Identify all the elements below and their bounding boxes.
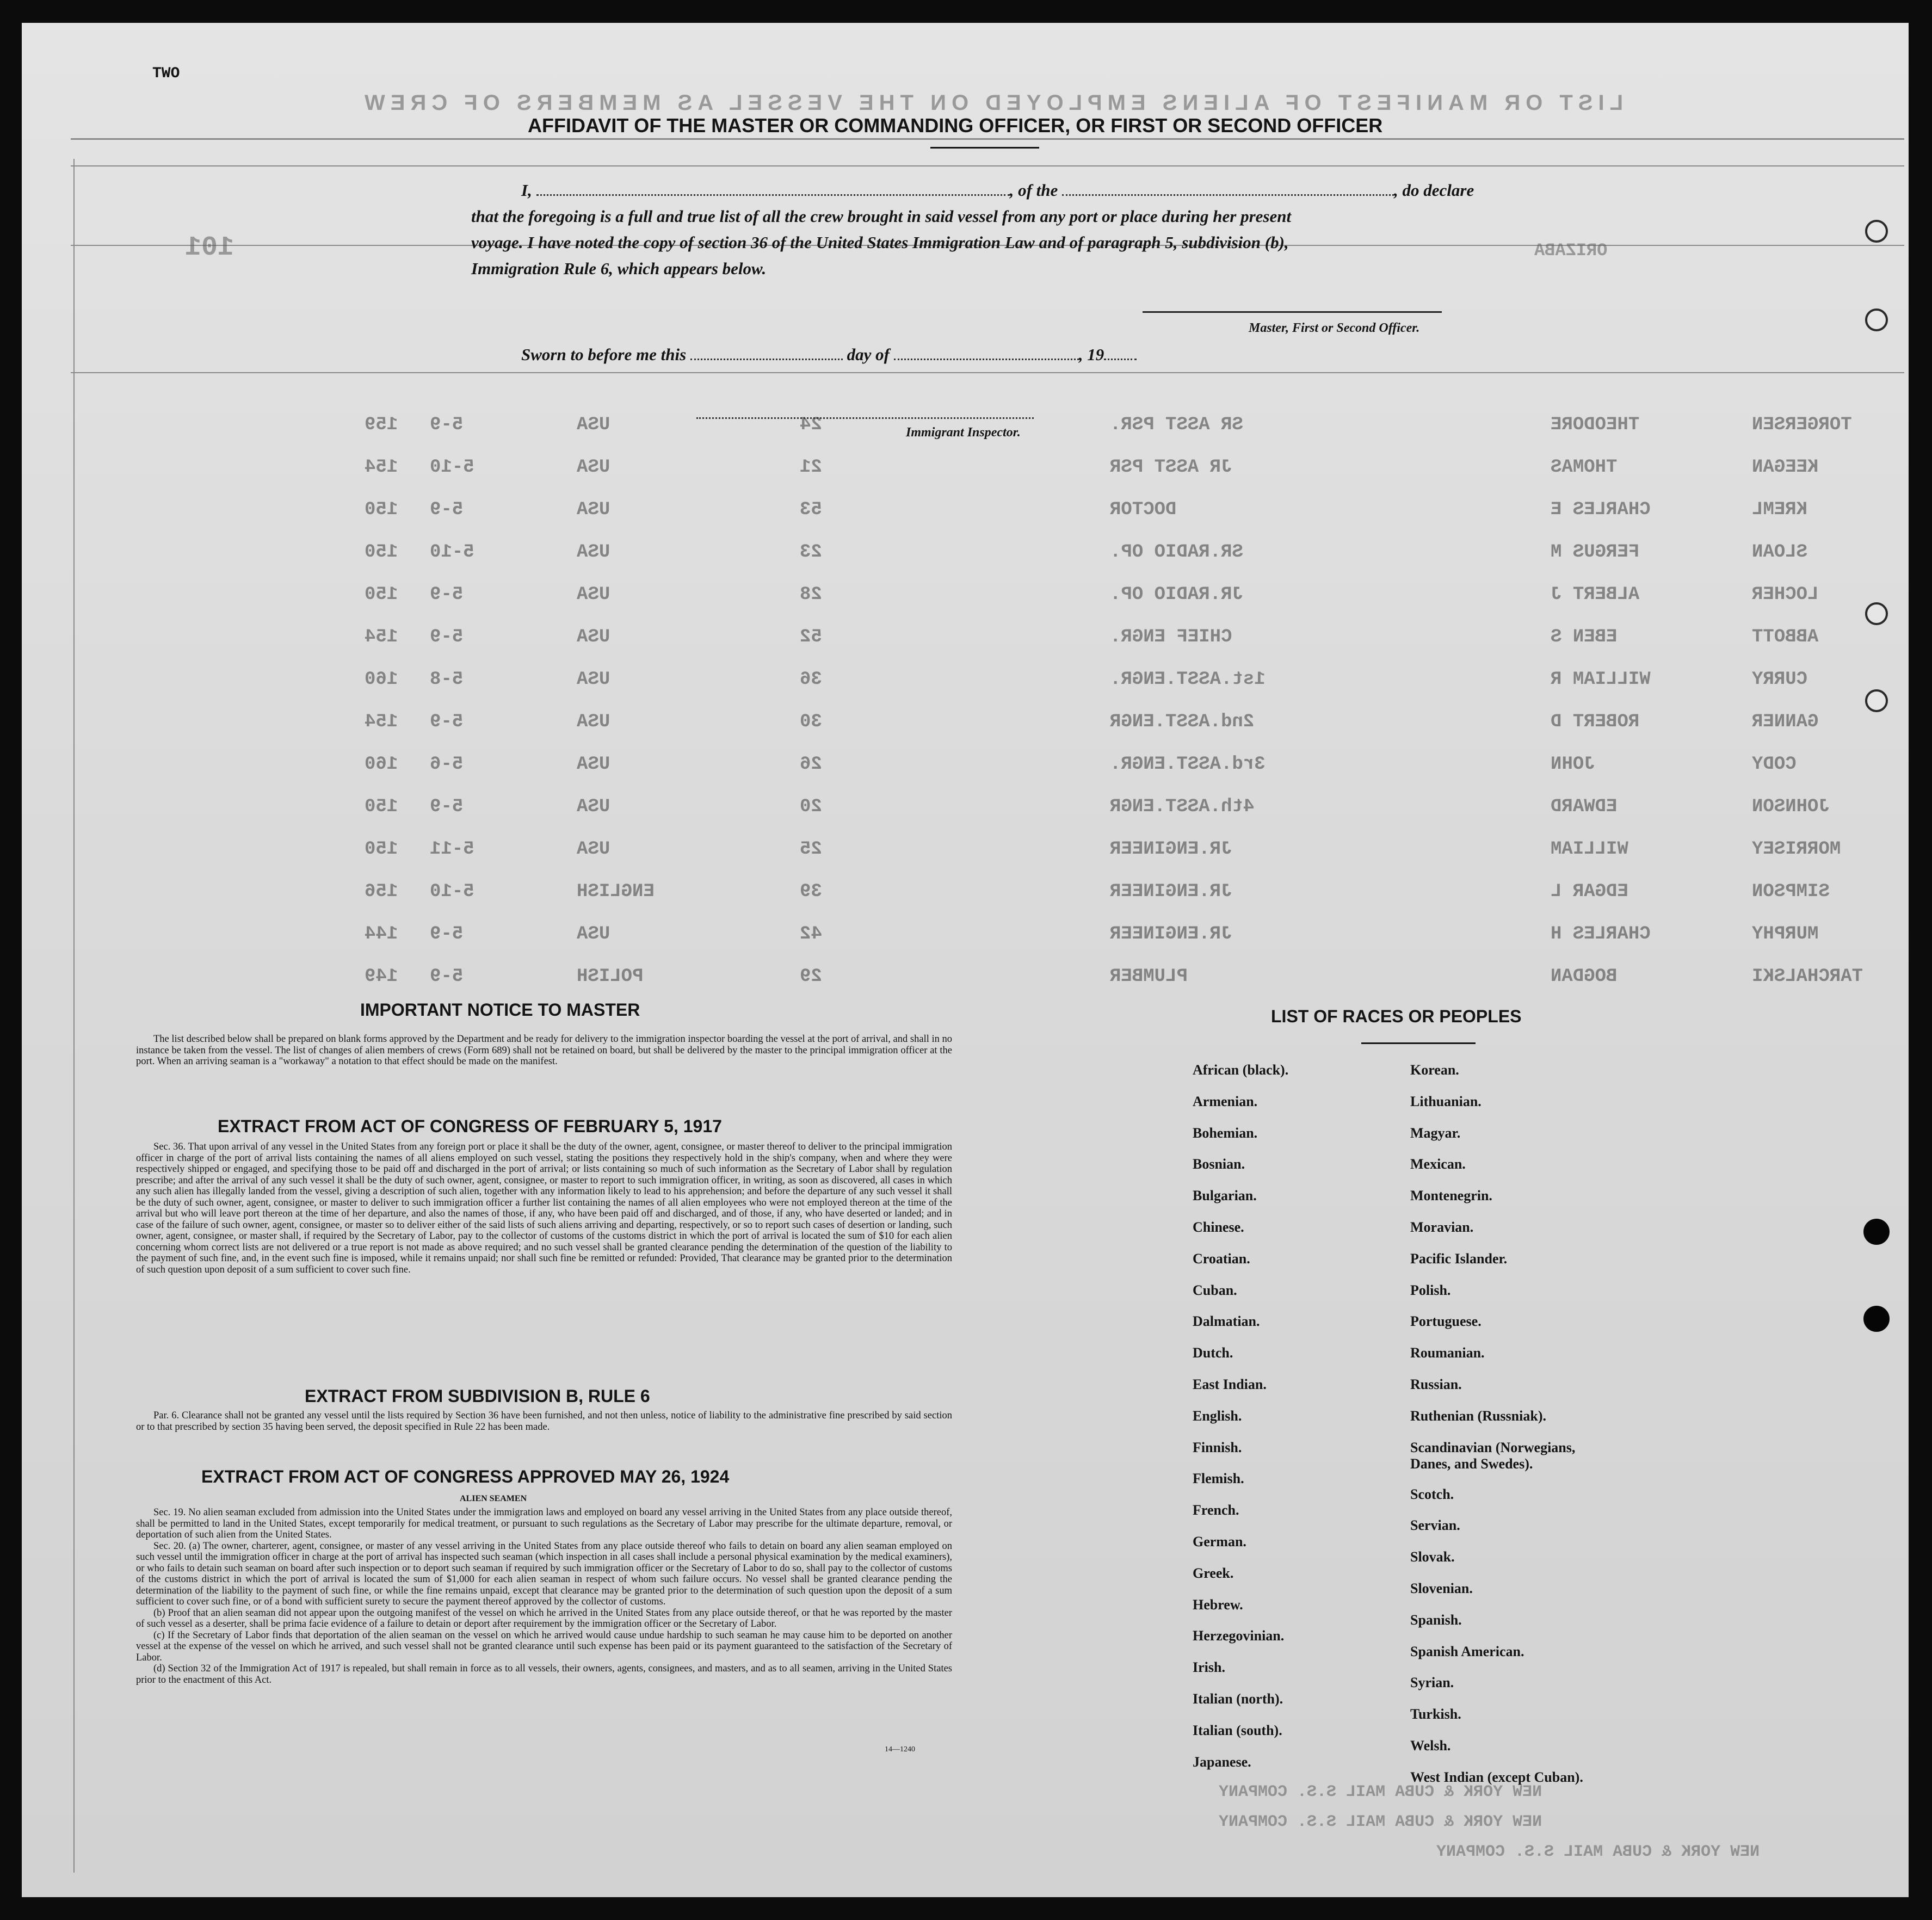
bleedthrough-crew-cell: 150 xyxy=(365,797,398,817)
binder-hole xyxy=(1865,602,1888,625)
bleedthrough-crew-cell: 154 xyxy=(365,627,398,647)
binder-hole xyxy=(1863,1306,1890,1332)
bleedthrough-crew-cell: 149 xyxy=(365,966,398,987)
bleedthrough-crew-cell: EDWARD xyxy=(1551,797,1618,817)
bleedthrough-crew-cell: 1st.ASST.ENGR. xyxy=(1110,669,1266,690)
bleedthrough-crew-cell: ENGLISH xyxy=(577,881,655,902)
bleedthrough-crew-row xyxy=(174,924,1861,951)
ruled-line xyxy=(71,138,1904,140)
bleedthrough-crew-cell: KREML xyxy=(1752,499,1808,520)
bleedthrough-crew-cell: 150 xyxy=(365,542,398,563)
sec-20b-paragraph: (b) Proof that an alien seaman did not appear upon the outgoing manifest of the vessel on which he arrived in the United States from any place outside thereof, or that he was reported by the master of such vessel as a deserter, shall be prima facie evidence of a failure to detain or deport after requirement by the immigration officer or the Secretary of Labor. xyxy=(136,1607,952,1629)
bleedthrough-crew-cell: 5-9 xyxy=(430,584,464,605)
race-entry: Korean. xyxy=(1410,1062,1459,1078)
race-entry: Japanese. xyxy=(1193,1754,1251,1770)
bleedthrough-crew-row xyxy=(174,669,1861,696)
race-entry: Polish. xyxy=(1410,1282,1451,1298)
bleedthrough-crew-row xyxy=(174,457,1861,484)
bleedthrough-crew-row xyxy=(174,839,1861,866)
bleedthrough-crew-cell: 160 xyxy=(365,754,398,775)
bleedthrough-crew-cell: 23 xyxy=(800,542,822,563)
bleedthrough-crew-row xyxy=(174,499,1861,527)
bleedthrough-crew-cell: USA xyxy=(577,797,610,817)
bleedthrough-crew-cell: DOCTOR xyxy=(1110,499,1177,520)
race-entry: French. xyxy=(1193,1502,1239,1518)
bleedthrough-crew-cell: 5-6 xyxy=(430,754,464,775)
bleedthrough-crew-cell: 20 xyxy=(800,797,822,817)
bleedthrough-crew-cell: 5-10 xyxy=(430,542,474,563)
race-entry: Montenegrin. xyxy=(1410,1188,1492,1204)
bleedthrough-crew-cell: MORRISEY xyxy=(1752,839,1841,860)
races-left-column xyxy=(1193,1062,1288,1785)
bleedthrough-crew-cell: 156 xyxy=(365,881,398,902)
bleedthrough-crew-cell: JR ASST PSR xyxy=(1110,457,1232,478)
sworn-day-blank[interactable] xyxy=(690,359,843,360)
bleedthrough-crew-cell: USA xyxy=(577,457,610,478)
inspector-label: Immigrant Inspector. xyxy=(906,425,1021,440)
race-entry: Flemish. xyxy=(1193,1471,1244,1487)
race-entry: East Indian. xyxy=(1193,1376,1267,1392)
bleedthrough-crew-cell: 160 xyxy=(365,669,398,690)
bleedthrough-crew-cell: USA xyxy=(577,584,610,605)
race-entry: English. xyxy=(1193,1407,1242,1424)
race-entry: Dutch. xyxy=(1193,1345,1233,1361)
bleedthrough-crew-row xyxy=(174,542,1861,569)
bleedthrough-crew-cell: 5-11 xyxy=(430,839,474,860)
affidavit-line-4: Immigration Rule 6, which appears below. xyxy=(471,259,767,278)
race-entry: Pacific Islander. xyxy=(1410,1250,1508,1267)
title-underline xyxy=(930,147,1039,149)
bleedthrough-crew-cell: 150 xyxy=(365,839,398,860)
races-title-underline xyxy=(1361,1042,1476,1044)
race-entry: Welsh. xyxy=(1410,1737,1451,1754)
bleedthrough-crew-cell: 5-9 xyxy=(430,797,464,817)
rule6-paragraph: Par. 6. Clearance shall not be granted any vessel until the lists required by Section 36 have been furnished, and not then unless, notice of liability to the administrative fine prescribed by said section or to that prescribed by section 35 having been served, the deposit specified in Rule 22 has been made. xyxy=(136,1410,952,1433)
binder-hole xyxy=(1865,220,1888,243)
bleedthrough-crew-cell: USA xyxy=(577,542,610,563)
manifest-page xyxy=(22,23,1909,1897)
extract-1917-title: EXTRACT FROM ACT OF CONGRESS OF FEBRUARY 5, 1917 xyxy=(218,1116,722,1136)
bleedthrough-crew-cell: SR.RADIO OP. xyxy=(1110,542,1243,563)
race-entry: African (black). xyxy=(1193,1062,1289,1078)
affidavit-of-the: , of the xyxy=(1009,181,1058,200)
binder-hole xyxy=(1865,308,1888,331)
race-entry: Scandinavian (Norwegians, xyxy=(1410,1439,1576,1455)
bleedthrough-crew-cell: 150 xyxy=(365,584,398,605)
sec-20d-paragraph: (d) Section 32 of the Immigration Act of 1917 is repealed, but shall remain in force as to all vessels, their owners, agents, consignees, and masters, and as to all seamen, arriving in the United States prior to the enactment of this Act. xyxy=(136,1663,952,1686)
bleedthrough-crew-cell: 5-10 xyxy=(430,457,474,478)
bleedthrough-crew-cell: 53 xyxy=(800,499,822,520)
bleedthrough-crew-cell: 3rd.ASST.ENGR. xyxy=(1110,754,1266,775)
vessel-blank[interactable] xyxy=(1062,194,1394,196)
race-entry: Turkish. xyxy=(1410,1706,1461,1723)
bleedthrough-crew-cell: SIMPSON xyxy=(1752,881,1830,902)
bleedthrough-crew-cell: TARCHALSKI xyxy=(1752,966,1863,987)
races-right-column xyxy=(1410,1062,1583,1801)
bleedthrough-title: LIST OR MANIFEST OF ALIENS EMPLOYED ON THE VESSEL AS MEMBERS OF CREW xyxy=(359,91,1624,115)
bleedthrough-crew-cell: JR.RADIO OP. xyxy=(1110,584,1243,605)
affidavit-line-3: voyage. I have noted the copy of section 36 of the United States Immigration Law and of paragraph 5, subdivision (b), xyxy=(471,233,1289,252)
race-entry: Hebrew. xyxy=(1193,1596,1243,1613)
bleedthrough-crew-cell: 26 xyxy=(800,754,822,775)
bleedthrough-crew-cell: THOMAS xyxy=(1551,457,1618,478)
race-entry: Chinese. xyxy=(1193,1219,1244,1235)
notice-paragraph: The list described below shall be prepared on blank forms approved by the Department and be ready for delivery to the immigration inspector boarding the vessel at the port of arrival, and shall in no instance be taken from the vessel. The list of changes of alien members of crews (Form 689) shall not be retained on board, but shall be delivered by the master to the principal immigration officer at the port. When an arriving seaman is a "workaway" a notation to that effect should be made on the manifest. xyxy=(136,1034,952,1067)
ruled-line xyxy=(71,372,1904,373)
sworn-year-blank[interactable] xyxy=(1104,359,1137,360)
affidavit-line-1 xyxy=(521,181,1474,200)
bleedthrough-crew-cell: CURRY xyxy=(1752,669,1808,690)
race-entry: Cuban. xyxy=(1193,1282,1237,1298)
bleedthrough-company: NEW YORK & CUBA MAIL S.S. COMPANY xyxy=(1436,1843,1760,1861)
bleedthrough-crew-cell: USA xyxy=(577,669,610,690)
race-entry: Syrian. xyxy=(1410,1675,1454,1691)
bleedthrough-crew-cell: JR.ENGINEER xyxy=(1110,839,1232,860)
race-entry: Herzegovinian. xyxy=(1193,1628,1285,1644)
ruled-line xyxy=(71,165,1904,166)
bleedthrough-company: NEW YORK & CUBA MAIL S.S. COMPANY xyxy=(1219,1783,1542,1801)
bleedthrough-crew-cell: 29 xyxy=(800,966,822,987)
binder-hole xyxy=(1863,1219,1890,1245)
sec-19-paragraph: Sec. 19. No alien seaman excluded from admission into the United States under the immigration laws and employed on board any vessel arriving in the United States from any place outside thereof, shall be permitted to land in the United States, except temporarily for medical treatment, or pursuant to such regulations as the Secretary of Labor may prescribe for the ultimate departure, removal, or deportation of such alien from the United States. xyxy=(136,1507,952,1540)
bleedthrough-crew-cell: CHIEF ENGR. xyxy=(1110,627,1232,647)
bleedthrough-crew-cell: ABBOTT xyxy=(1752,627,1819,647)
bleedthrough-crew-cell: 36 xyxy=(800,669,822,690)
bleedthrough-crew-cell: 5-9 xyxy=(430,712,464,732)
extract-1924-subtitle: ALIEN SEAMEN xyxy=(460,1494,527,1503)
bleedthrough-crew-cell: ROBERT D xyxy=(1551,712,1640,732)
race-entry: Servian. xyxy=(1410,1517,1460,1534)
race-entry: Ruthenian (Russniak). xyxy=(1410,1407,1546,1424)
bleedthrough-crew-cell: BOGDAN xyxy=(1551,966,1618,987)
form-number: 14—1240 xyxy=(885,1745,915,1754)
bleedthrough-crew-cell: CODY xyxy=(1752,754,1797,775)
race-entry: Armenian. xyxy=(1193,1093,1258,1109)
bleedthrough-crew-cell: USA xyxy=(577,712,610,732)
race-entry: Slovak. xyxy=(1410,1549,1455,1565)
master-label: Master, First or Second Officer. xyxy=(1249,321,1420,335)
race-entry: Croatian. xyxy=(1193,1250,1250,1267)
race-entry: Lithuanian. xyxy=(1410,1093,1482,1109)
bleedthrough-page-number: 101 xyxy=(185,232,234,263)
bleedthrough-crew-row xyxy=(174,797,1861,824)
bleedthrough-crew-cell: JR.ENGINEER xyxy=(1110,924,1232,944)
race-entry: Dalmatian. xyxy=(1193,1313,1260,1330)
bleedthrough-crew-cell: 150 xyxy=(365,499,398,520)
race-entry: Slovenian. xyxy=(1410,1580,1473,1596)
bleedthrough-crew-cell: 28 xyxy=(800,584,822,605)
bleedthrough-crew-cell: 52 xyxy=(800,627,822,647)
race-entry: Greek. xyxy=(1193,1565,1234,1581)
bleedthrough-crew-cell: EBEN S xyxy=(1551,627,1618,647)
bleedthrough-crew-row xyxy=(174,627,1861,654)
race-entry: West Indian (except Cuban). xyxy=(1410,1769,1583,1785)
bleedthrough-crew-cell: USA xyxy=(577,415,610,435)
race-entry: Russian. xyxy=(1410,1376,1462,1392)
sworn-prefix: Sworn to before me this xyxy=(521,345,687,364)
race-entry: German. xyxy=(1193,1533,1246,1549)
bleedthrough-crew-cell: 24 xyxy=(800,415,822,435)
margin-note: TWO xyxy=(152,65,180,82)
bleedthrough-crew-row xyxy=(174,584,1861,612)
sworn-line xyxy=(521,345,1137,365)
race-entry: Bohemian. xyxy=(1193,1125,1258,1141)
bleedthrough-crew-cell: 5-9 xyxy=(430,499,464,520)
bleedthrough-crew-cell: PLUMBER xyxy=(1110,966,1188,987)
bleedthrough-crew-row xyxy=(174,754,1861,781)
races-title: LIST OF RACES OR PEOPLES xyxy=(1271,1007,1522,1026)
bleedthrough-crew-cell: THEODORE xyxy=(1551,415,1640,435)
bleedthrough-crew-cell: 30 xyxy=(800,712,822,732)
bleedthrough-crew-cell: 5-9 xyxy=(430,627,464,647)
bleedthrough-crew-cell: FERGUS M xyxy=(1551,542,1640,563)
affidavit-i: I, xyxy=(521,181,532,200)
bleedthrough-crew-cell: USA xyxy=(577,627,610,647)
binder-hole xyxy=(1865,689,1888,712)
bleedthrough-crew-cell: 42 xyxy=(800,924,822,944)
sec-36-paragraph: Sec. 36. That upon arrival of any vessel in the United States from any foreign port or place it shall be the duty of the owner, agent, consignee, or master thereof to deliver to the principal immigration officer in charge of the port of arrival lists containing the names of all aliens employed on such vessel, stating the positions they respectively hold in the ship's company, when and where they were respectively shipped or engaged, and specifying those to be paid off and discharged in the port of arrival; or lists containing so much of such information as the Secretary of Labor shall by regulation prescribe; and after the arrival of any such vessel it shall be the duty of such owner, agent, consignee, or master to report to such immigration officer, in writing, as soon as discovered, all cases in which any such alien has illegally landed from the vessel, giving a description of such alien, together with any information likely to lead to his apprehension; and before the departure of any such vessel it shall be the duty of such owner, agent, consignee, or master to deliver to such immigration officer a further list containing the names of all alien employees who were not employed thereon at the time of the arrival but who will leave port thereon at the time of her departure, and also the names of those, if any, who have been paid off and discharged, and of those, if any, who have deserted or landed; and in case of the failure of such owner, agent, consignee, or master so to deliver either of the said lists of such aliens arriving and departing, respectively, or so to report such cases of desertion or landing, such owner, agent, consignee, or master shall, if required by the Secretary of Labor, pay to the collector of customs of the customs district in which the port of arrival is located the sum of $10 for each alien concerning whom correct lists are not delivered or a true report is not made as above required; and no such vessel shall be granted clearance pending the determination of the question of the liability to the payment of such fine, and, in the event such fine is imposed, while it remains unpaid; nor shall such fine be remitted or refunded: Provided, That clearance may be granted prior to the determination of such question upon deposit of a sum sufficient to cover such fine. xyxy=(136,1141,952,1275)
master-signature-line[interactable] xyxy=(1143,311,1442,313)
bleedthrough-crew-cell: ALBERT J xyxy=(1551,584,1640,605)
bleedthrough-crew-cell: 154 xyxy=(365,712,398,732)
bleedthrough-crew-cell: 39 xyxy=(800,881,822,902)
notice-text xyxy=(136,1034,952,1067)
bleedthrough-crew-cell: EDGAR L xyxy=(1551,881,1628,902)
bleedthrough-crew-row xyxy=(174,881,1861,909)
bleedthrough-crew-cell: 4th.ASST.ENGR xyxy=(1110,797,1255,817)
bleedthrough-crew-cell: CHARLES H xyxy=(1551,924,1651,944)
bleedthrough-crew-cell: 159 xyxy=(365,415,398,435)
bleedthrough-crew-cell: 5-9 xyxy=(430,924,464,944)
race-entry: Bulgarian. xyxy=(1193,1188,1257,1204)
race-entry: Irish. xyxy=(1193,1659,1225,1676)
race-entry: Bosnian. xyxy=(1193,1156,1245,1172)
sec-20a-paragraph: Sec. 20. (a) The owner, charterer, agent, consignee, or master of any vessel arriving in the United States from any place outside thereof who fails to detain on board any alien seaman employed on such vessel until the immigration officer in charge at the port of arrival has inspected such seaman (which inspection in all cases shall include a personal physical examination by the medical examiners), or who fails to detain such seaman on board after such inspection or to deport such seaman if required by such immigration officer or the Secretary of Labor to do so, shall pay to the collector of customs of the customs district in which the port of arrival is located the sum of $1,000 for each alien seaman in respect of whom such failure occurs. No vessel shall be granted clearance pending the determination of the liability to the payment of such fine, or while the fine remains unpaid, except that clearance may be granted prior to the determination of such question upon the deposit of a sum sufficient to cover such fine, or of a bond with sufficient surety to secure the payment thereof approved by the collector of customs. xyxy=(136,1540,952,1607)
notice-title: IMPORTANT NOTICE TO MASTER xyxy=(360,1000,640,1020)
race-entry: Roumanian. xyxy=(1410,1345,1485,1361)
sec-20c-paragraph: (c) If the Secretary of Labor finds that deportation of the alien seaman on the vessel on which he arrived would cause undue hardship to such seaman he may cause him to be deported on another vessel at the expense of the vessel on which he arrived, and such vessel shall not be granted clearance until such expense has been paid or its payment guaranteed to the satisfaction of the Secretary of Labor. xyxy=(136,1629,952,1663)
bleedthrough-vessel: ORIZABA xyxy=(1534,240,1608,261)
inspector-signature-line[interactable] xyxy=(696,417,1034,419)
bleedthrough-crew-cell: USA xyxy=(577,839,610,860)
extract-rule6-text xyxy=(136,1410,952,1433)
bleedthrough-crew-cell: 21 xyxy=(800,457,822,478)
bleedthrough-crew-cell: WILLIAM xyxy=(1551,839,1628,860)
sworn-year: , 19 xyxy=(1078,345,1104,364)
affidavit-do-declare: , do declare xyxy=(1394,181,1474,200)
race-entry: Mexican. xyxy=(1410,1156,1466,1172)
bleedthrough-crew-cell: USA xyxy=(577,754,610,775)
affidavit-title: AFFIDAVIT OF THE MASTER OR COMMANDING OFFICER, OR FIRST OR SECOND OFFICER xyxy=(528,114,1383,137)
race-entry: Magyar. xyxy=(1410,1125,1461,1141)
extract-1924-text xyxy=(136,1507,952,1686)
bleedthrough-crew-cell: LOCHER xyxy=(1752,584,1819,605)
bleedthrough-crew-cell: WILLIAM R xyxy=(1551,669,1651,690)
bleedthrough-crew-cell: TORGERSEN xyxy=(1752,415,1852,435)
bleedthrough-crew-row xyxy=(174,966,1861,993)
bleedthrough-crew-cell: JOHN xyxy=(1551,754,1595,775)
bleedthrough-crew-cell: 5-9 xyxy=(430,415,464,435)
bleedthrough-crew-cell: KEEGAN xyxy=(1752,457,1819,478)
bleedthrough-crew-cell: SLOAN xyxy=(1752,542,1808,563)
bleedthrough-crew-cell: JR.ENGINEER xyxy=(1110,881,1232,902)
bleedthrough-crew-cell: 25 xyxy=(800,839,822,860)
race-entry: Italian (north). xyxy=(1193,1690,1283,1707)
bleedthrough-crew-cell: USA xyxy=(577,499,610,520)
ruled-line xyxy=(73,159,75,1873)
race-entry: Italian (south). xyxy=(1193,1722,1282,1738)
race-entry: Spanish American. xyxy=(1410,1643,1524,1659)
bleedthrough-crew-cell: 5-10 xyxy=(430,881,474,902)
bleedthrough-crew-row xyxy=(174,712,1861,739)
bleedthrough-crew-cell: JOHNSON xyxy=(1752,797,1830,817)
bleedthrough-crew-cell: 2nd.ASST.ENGR xyxy=(1110,712,1255,732)
sworn-month-blank[interactable] xyxy=(894,359,1079,360)
bleedthrough-crew-cell: 5-9 xyxy=(430,966,464,987)
bleedthrough-crew-cell: MURPHY xyxy=(1752,924,1819,944)
bleedthrough-crew-cell: GANNER xyxy=(1752,712,1819,732)
bleedthrough-crew-cell: POLISH xyxy=(577,966,644,987)
name-blank[interactable] xyxy=(536,194,1010,196)
bleedthrough-crew-cell: 5-8 xyxy=(430,669,464,690)
race-entry: Danes, and Swedes). xyxy=(1410,1455,1533,1472)
race-entry: Scotch. xyxy=(1410,1486,1454,1502)
extract-1924-title: EXTRACT FROM ACT OF CONGRESS APPROVED MAY 26, 1924 xyxy=(201,1467,730,1486)
bleedthrough-crew-cell: 154 xyxy=(365,457,398,478)
sworn-day: day of xyxy=(847,345,890,364)
race-entry: Moravian. xyxy=(1410,1219,1474,1235)
bleedthrough-crew-cell: 144 xyxy=(365,924,398,944)
extract-rule6-title: EXTRACT FROM SUBDIVISION B, RULE 6 xyxy=(305,1386,650,1406)
races-list xyxy=(1193,1062,1818,1802)
race-entry: Spanish. xyxy=(1410,1612,1462,1628)
race-entry: Portuguese. xyxy=(1410,1313,1482,1330)
bleedthrough-company: NEW YORK & CUBA MAIL S.S. COMPANY xyxy=(1219,1813,1542,1831)
bleedthrough-crew-cell: CHARLES E xyxy=(1551,499,1651,520)
extract-1917-text xyxy=(136,1141,952,1275)
bleedthrough-crew-cell: USA xyxy=(577,924,610,944)
race-entry: Finnish. xyxy=(1193,1439,1242,1455)
bleedthrough-crew-cell: SR ASST PSR. xyxy=(1110,415,1243,435)
affidavit-line-2: that the foregoing is a full and true list of all the crew brought in said vessel from any port or place during her present xyxy=(471,207,1292,226)
